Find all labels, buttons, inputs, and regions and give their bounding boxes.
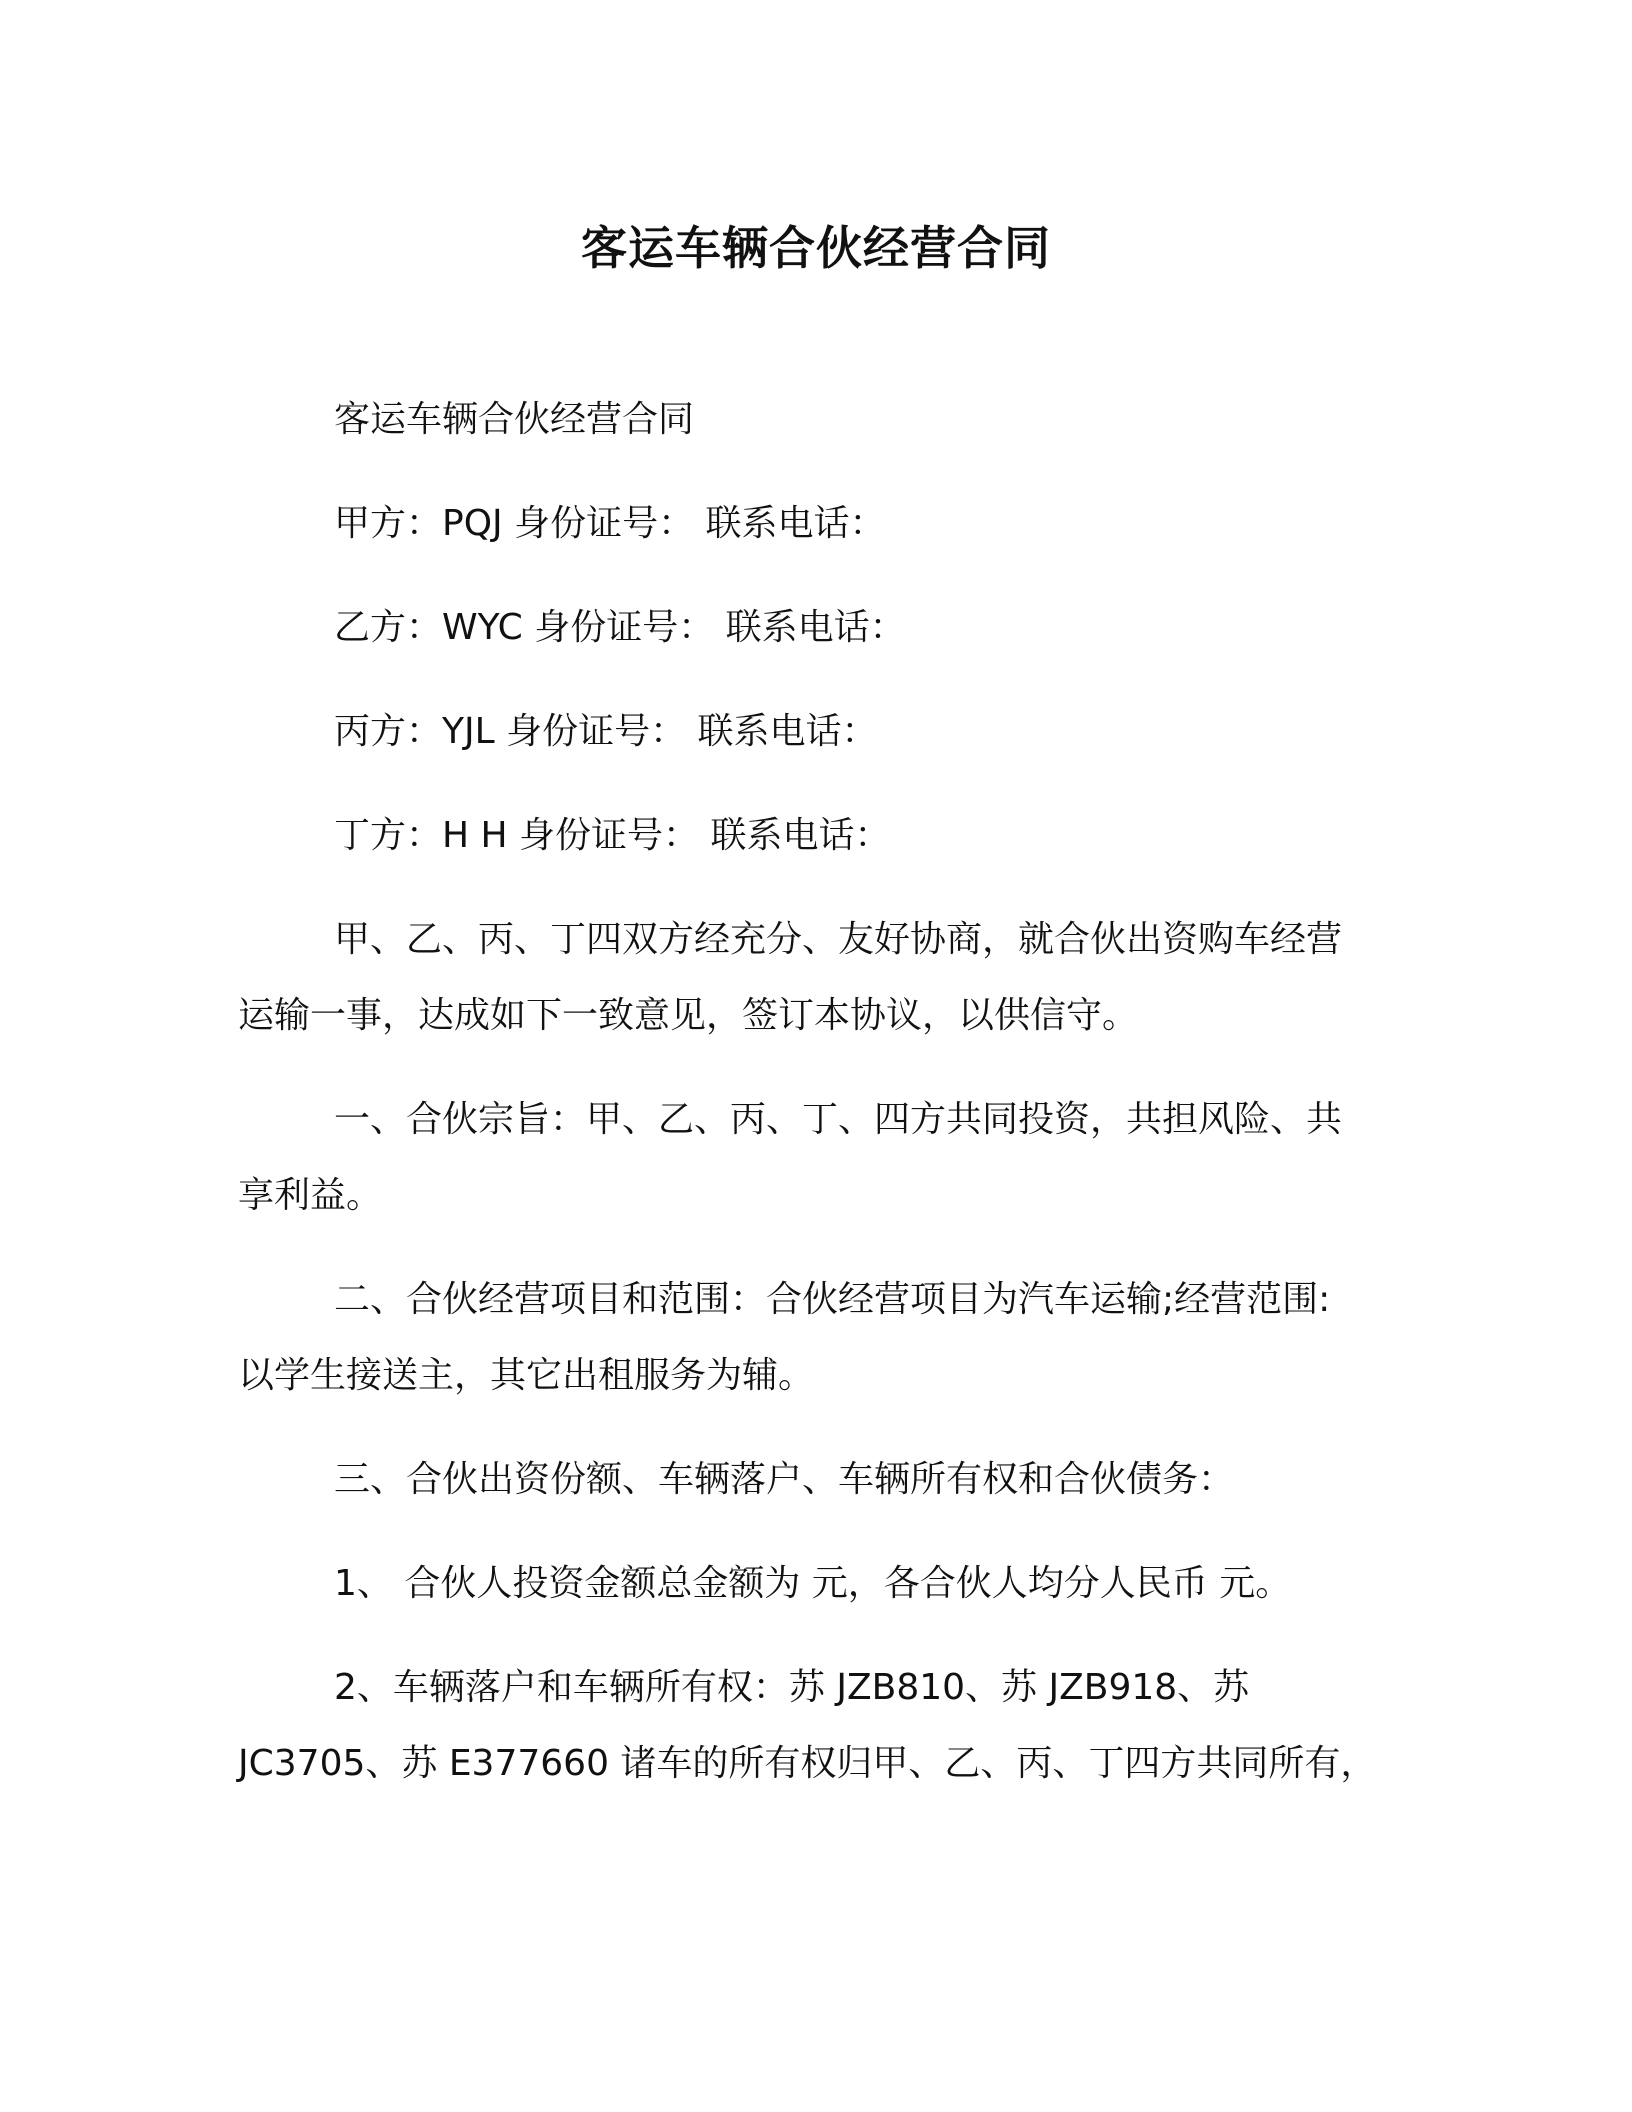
document-title: 客运车辆合伙经营合同 [581,221,1051,275]
clause-3-heading: 三、合伙出资份额、车辆落户、车辆所有权和合伙债务： [334,1459,1235,1500]
clause-3-item-1: 1、 合伙人投资金额总金额为 元，各合伙人均分人民币 元。 [334,1563,1292,1604]
document-subtitle: 客运车辆合伙经营合同 [334,399,695,440]
party-d-line: 丁方：H H 身份证号： 联系电话： [334,815,891,856]
clause-1-line-2: 享利益。 [238,1175,383,1216]
clause-3-item-2-line-2: JC3705、苏 E377660 诸车的所有权归甲、乙、丙、丁四方共同所有， [238,1743,1377,1784]
party-c-line: 丙方：YJL 身份证号： 联系电话： [334,711,878,752]
intro-paragraph-line-1: 甲、乙、丙、丁四双方经充分、友好协商，就合伙出资购车经营 [334,919,1343,960]
party-a-line: 甲方：PQJ 身份证号： 联系电话： [334,503,886,544]
clause-2-line-2: 以学生接送主，其它出租服务为辅。 [238,1355,815,1396]
intro-paragraph-line-2: 运输一事，达成如下一致意见，签订本协议，以供信守。 [238,995,1139,1036]
clause-2-line-1: 二、合伙经营项目和范围：合伙经营项目为汽车运输;经营范围: [334,1279,1331,1320]
clause-3-item-2-line-1: 2、车辆落户和车辆所有权：苏 JZB810、苏 JZB918、苏 [334,1667,1250,1708]
clause-1-line-1: 一、合伙宗旨：甲、乙、丙、丁、四方共同投资，共担风险、共 [334,1099,1343,1140]
party-b-line: 乙方：WYC 身份证号： 联系电话： [334,607,906,648]
